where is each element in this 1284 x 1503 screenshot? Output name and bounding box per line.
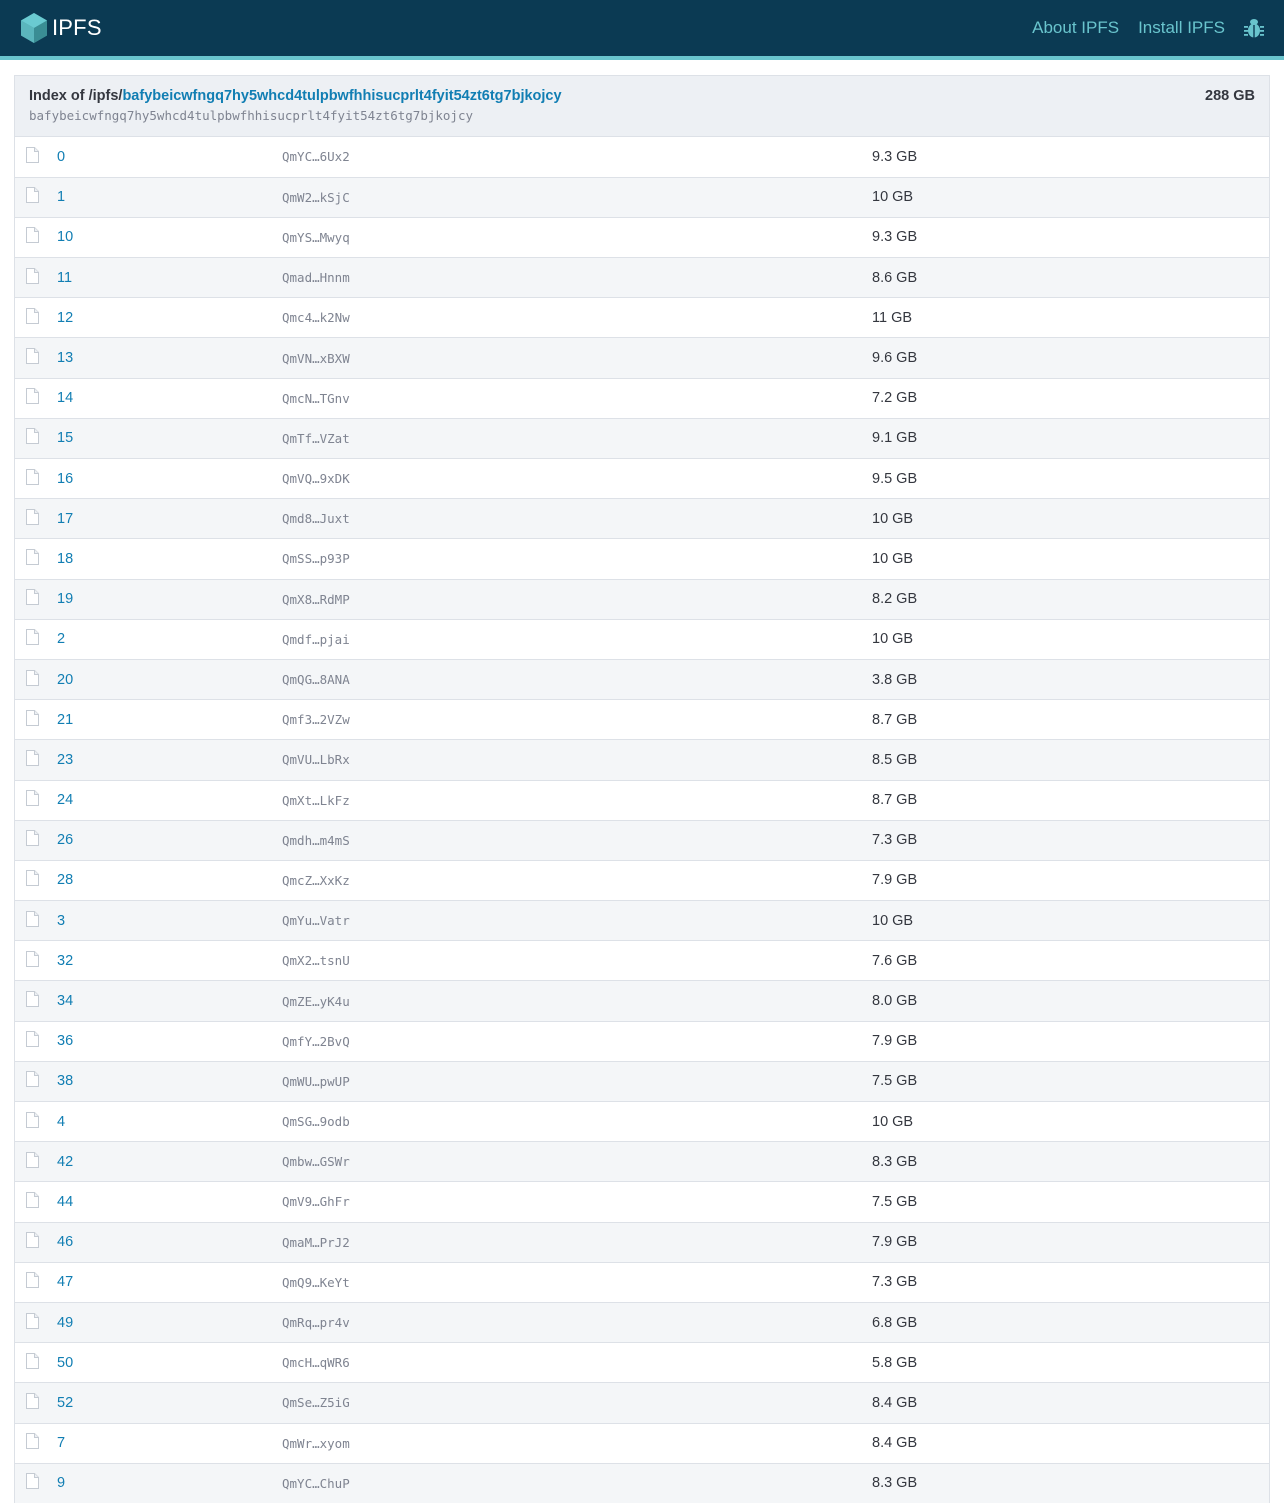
file-size: 8.3 GB — [872, 1153, 918, 1170]
file-icon — [26, 509, 39, 525]
file-name-link[interactable]: 21 — [57, 711, 74, 728]
file-icon-cell — [15, 217, 57, 257]
file-size: 8.7 GB — [872, 711, 918, 728]
file-size: 7.2 GB — [872, 390, 918, 407]
file-icon-cell — [15, 338, 57, 378]
file-hash[interactable]: Qmad…Hnnm — [282, 270, 350, 286]
file-size: 7.6 GB — [872, 952, 918, 969]
file-size: 8.4 GB — [872, 1394, 918, 1411]
top-bar — [0, 0, 1284, 60]
file-icon — [26, 991, 39, 1007]
file-icon-cell — [15, 1383, 57, 1423]
table-row — [15, 1262, 1269, 1302]
file-name-link[interactable]: 2 — [57, 631, 66, 648]
file-icon-cell — [15, 1222, 57, 1262]
brand-name: IPFS — [52, 15, 102, 40]
file-icon-cell — [15, 1142, 57, 1182]
file-name-link[interactable]: 9 — [57, 1475, 66, 1492]
table-row — [15, 619, 1269, 659]
file-size: 10 GB — [872, 510, 914, 527]
file-size: 9.1 GB — [872, 430, 918, 447]
file-size: 8.4 GB — [872, 1435, 918, 1452]
table-row — [15, 1142, 1269, 1182]
table-row — [15, 700, 1269, 740]
file-icon-cell — [15, 1302, 57, 1342]
file-size: 11 GB — [872, 309, 913, 326]
bug-icon[interactable] — [1244, 17, 1264, 39]
file-name-link[interactable]: 46 — [57, 1234, 74, 1251]
file-size: 6.8 GB — [872, 1314, 918, 1331]
file-name-link[interactable]: 0 — [57, 148, 66, 165]
file-size: 7.3 GB — [872, 832, 918, 849]
file-icon — [26, 589, 39, 605]
file-size: 7.9 GB — [872, 872, 918, 889]
file-hash[interactable]: QmX2…tsnU — [282, 953, 350, 969]
file-name-link[interactable]: 14 — [57, 390, 74, 407]
file-icon — [26, 388, 39, 404]
file-icon-cell — [15, 619, 57, 659]
file-name-link[interactable]: 50 — [57, 1354, 74, 1371]
file-icon-cell — [15, 1021, 57, 1061]
file-size: 9.3 GB — [872, 148, 918, 165]
file-hash[interactable]: Qmdh…m4mS — [282, 832, 350, 848]
file-hash[interactable]: QmW2…kSjC — [282, 189, 350, 205]
file-size: 8.3 GB — [872, 1475, 918, 1492]
file-icon-cell — [15, 780, 57, 820]
file-name-link[interactable]: 32 — [57, 952, 74, 969]
file-hash[interactable]: QmX8…RdMP — [282, 591, 350, 607]
table-row — [15, 1423, 1269, 1463]
table-row — [15, 1021, 1269, 1061]
file-hash[interactable]: QmYC…6Ux2 — [282, 149, 350, 165]
file-icon — [26, 1112, 39, 1128]
file-icon — [26, 549, 39, 565]
file-icon-cell — [15, 740, 57, 780]
file-name-link[interactable]: 34 — [57, 993, 74, 1010]
file-hash[interactable]: QmYS…Mwyq — [282, 229, 350, 245]
table-row — [15, 1383, 1269, 1423]
directory-listing — [14, 75, 1270, 1503]
file-icon-cell — [15, 418, 57, 458]
file-icon-cell — [15, 258, 57, 298]
file-icon — [26, 790, 39, 806]
file-name-link[interactable]: 19 — [57, 591, 74, 608]
file-size: 8.2 GB — [872, 591, 918, 608]
file-hash[interactable]: QmSe…Z5iG — [282, 1395, 350, 1411]
file-name-link[interactable]: 23 — [57, 751, 74, 768]
file-icon-cell — [15, 700, 57, 740]
file-icon-cell — [15, 941, 57, 981]
table-row — [15, 137, 1269, 177]
file-name-link[interactable]: 28 — [57, 872, 74, 889]
file-table — [15, 137, 1269, 1503]
file-hash[interactable]: QmQG…8ANA — [282, 672, 350, 688]
brand[interactable] — [20, 12, 102, 44]
table-row — [15, 499, 1269, 539]
file-hash[interactable]: QmTf…VZat — [282, 430, 350, 446]
table-row — [15, 378, 1269, 418]
file-hash[interactable]: Qmd8…Juxt — [282, 511, 350, 527]
file-size: 9.3 GB — [872, 229, 918, 246]
file-name-link[interactable]: 3 — [57, 912, 66, 929]
file-icon-cell — [15, 177, 57, 217]
table-row — [15, 338, 1269, 378]
table-row — [15, 901, 1269, 941]
file-size: 10 GB — [872, 189, 914, 206]
file-icon — [26, 1393, 39, 1409]
file-icon — [26, 1313, 39, 1329]
file-hash[interactable]: QmVU…LbRx — [282, 752, 350, 768]
file-icon-cell — [15, 1463, 57, 1503]
file-icon — [26, 308, 39, 324]
file-size: 7.5 GB — [872, 1073, 918, 1090]
file-size: 10 GB — [872, 550, 914, 567]
file-name-link[interactable]: 52 — [57, 1394, 74, 1411]
table-row — [15, 258, 1269, 298]
file-name-link[interactable]: 20 — [57, 671, 74, 688]
index-header — [15, 76, 1269, 137]
index-total-size: 288 GB — [1205, 88, 1255, 104]
file-icon — [26, 1232, 39, 1248]
file-hash[interactable]: QmRq…pr4v — [282, 1315, 350, 1331]
file-icon-cell — [15, 499, 57, 539]
file-icon — [26, 469, 39, 485]
file-size: 9.6 GB — [872, 350, 918, 367]
file-icon — [26, 911, 39, 927]
file-hash[interactable]: QmSG…9odb — [282, 1114, 350, 1130]
file-icon — [26, 830, 39, 846]
file-size: 7.5 GB — [872, 1193, 918, 1210]
table-row — [15, 459, 1269, 499]
file-name-link[interactable]: 17 — [57, 510, 74, 527]
file-name-link[interactable]: 24 — [57, 792, 74, 809]
file-hash[interactable]: QmWr…xyom — [282, 1435, 350, 1451]
file-icon-cell — [15, 1343, 57, 1383]
file-icon — [26, 1473, 39, 1489]
file-icon — [26, 1071, 39, 1087]
file-icon — [26, 710, 39, 726]
table-row — [15, 298, 1269, 338]
index-prefix: Index of /ipfs/ — [29, 88, 123, 104]
file-hash[interactable]: QmcH…qWR6 — [282, 1355, 350, 1371]
file-icon-cell — [15, 459, 57, 499]
table-row — [15, 1222, 1269, 1262]
about-ipfs-link[interactable]: About IPFS — [1032, 18, 1120, 37]
file-icon — [26, 1272, 39, 1288]
file-icon-cell — [15, 1102, 57, 1142]
file-icon — [26, 1152, 39, 1168]
table-row — [15, 1343, 1269, 1383]
file-hash[interactable]: Qmdf…pjai — [282, 631, 350, 647]
file-hash[interactable]: QmV9…GhFr — [282, 1194, 350, 1210]
file-hash[interactable]: QmWU…pwUP — [282, 1073, 350, 1089]
file-hash[interactable]: QmcN…TGnv — [282, 390, 350, 406]
file-name-link[interactable]: 1 — [57, 189, 66, 206]
file-icon-cell — [15, 659, 57, 699]
file-icon — [26, 670, 39, 686]
file-icon-cell — [15, 579, 57, 619]
file-size: 7.9 GB — [872, 1234, 918, 1251]
file-name-link[interactable]: 18 — [57, 550, 74, 567]
file-hash[interactable]: Qmbw…GSWr — [282, 1154, 350, 1170]
file-hash[interactable]: QmaM…PrJ2 — [282, 1234, 350, 1250]
file-name-link[interactable]: 10 — [57, 229, 74, 246]
file-hash[interactable]: QmXt…LkFz — [282, 792, 350, 808]
index-cid: bafybeicwfngq7hy5whcd4tulpbwfhhisucprlt4fyit54zt6tg7bjkojcy — [29, 108, 474, 123]
file-icon-cell — [15, 1423, 57, 1463]
file-icon — [26, 1192, 39, 1208]
file-icon — [26, 147, 39, 163]
file-name-link[interactable]: 13 — [57, 350, 74, 367]
file-hash[interactable]: QmYu…Vatr — [282, 913, 350, 929]
file-hash[interactable]: QmSS…p93P — [282, 551, 350, 567]
file-icon-cell — [15, 820, 57, 860]
file-name-link[interactable]: 26 — [57, 832, 74, 849]
file-size: 3.8 GB — [872, 671, 918, 688]
file-size: 8.6 GB — [872, 269, 918, 286]
file-icon-cell — [15, 1061, 57, 1101]
file-name-link[interactable]: 16 — [57, 470, 74, 487]
table-row — [15, 981, 1269, 1021]
file-name-link[interactable]: 12 — [57, 309, 74, 326]
table-row — [15, 1182, 1269, 1222]
table-row — [15, 579, 1269, 619]
file-icon — [26, 1353, 39, 1369]
file-name-link[interactable]: 15 — [57, 430, 74, 447]
file-hash[interactable]: QmVQ…9xDK — [282, 471, 350, 487]
file-name-link[interactable]: 38 — [57, 1073, 74, 1090]
top-nav — [1032, 17, 1264, 39]
ipfs-logo-icon — [20, 12, 48, 44]
table-row — [15, 1302, 1269, 1342]
file-size: 7.9 GB — [872, 1033, 918, 1050]
file-icon — [26, 870, 39, 886]
file-icon-cell — [15, 901, 57, 941]
table-row — [15, 1061, 1269, 1101]
file-name-link[interactable]: 42 — [57, 1153, 74, 1170]
file-hash[interactable]: QmcZ…XxKz — [282, 872, 350, 888]
file-size: 10 GB — [872, 1113, 914, 1130]
file-hash[interactable]: QmQ9…KeYt — [282, 1274, 350, 1290]
file-name-link[interactable]: 36 — [57, 1033, 74, 1050]
table-row — [15, 1463, 1269, 1503]
file-icon — [26, 1433, 39, 1449]
table-row — [15, 418, 1269, 458]
file-hash[interactable]: Qmf3…2VZw — [282, 712, 350, 728]
file-icon-cell — [15, 1182, 57, 1222]
file-icon — [26, 428, 39, 444]
file-name-link[interactable]: 7 — [57, 1435, 66, 1452]
file-icon — [26, 227, 39, 243]
table-row — [15, 217, 1269, 257]
table-row — [15, 860, 1269, 900]
file-name-link[interactable]: 47 — [57, 1274, 74, 1291]
file-icon-cell — [15, 981, 57, 1021]
file-icon — [26, 268, 39, 284]
file-name-link[interactable]: 4 — [57, 1113, 66, 1130]
table-row — [15, 177, 1269, 217]
table-row — [15, 780, 1269, 820]
file-icon-cell — [15, 860, 57, 900]
file-hash[interactable]: QmZE…yK4u — [282, 993, 350, 1009]
table-row — [15, 1102, 1269, 1142]
file-icon — [26, 187, 39, 203]
file-icon-cell — [15, 137, 57, 177]
table-row — [15, 941, 1269, 981]
file-icon — [26, 750, 39, 766]
file-size: 7.3 GB — [872, 1274, 918, 1291]
file-hash[interactable]: QmVN…xBXW — [282, 350, 350, 366]
file-icon-cell — [15, 1262, 57, 1302]
table-row — [15, 820, 1269, 860]
index-title — [29, 88, 1255, 104]
file-hash[interactable]: Qmc4…k2Nw — [282, 310, 350, 326]
install-ipfs-link[interactable]: Install IPFS — [1138, 18, 1225, 37]
table-row — [15, 539, 1269, 579]
file-icon-cell — [15, 298, 57, 338]
file-icon — [26, 951, 39, 967]
file-size: 10 GB — [872, 631, 914, 648]
file-name-link[interactable]: 49 — [57, 1314, 74, 1331]
file-name-link[interactable]: 44 — [57, 1193, 74, 1210]
file-size: 8.0 GB — [872, 993, 918, 1010]
table-row — [15, 740, 1269, 780]
file-size: 9.5 GB — [872, 470, 918, 487]
file-icon — [26, 1031, 39, 1047]
file-icon-cell — [15, 378, 57, 418]
index-cid-link[interactable]: bafybeicwfngq7hy5whcd4tulpbwfhhisucprlt4fyit54zt6tg7bjkojcy — [122, 88, 562, 104]
file-icon — [26, 348, 39, 364]
file-icon-cell — [15, 539, 57, 579]
file-hash[interactable]: QmYC…ChuP — [282, 1475, 350, 1491]
file-size: 8.5 GB — [872, 751, 918, 768]
file-size: 10 GB — [872, 912, 914, 929]
file-name-link[interactable]: 11 — [57, 269, 73, 286]
table-row — [15, 659, 1269, 699]
file-size: 5.8 GB — [872, 1354, 918, 1371]
file-size: 8.7 GB — [872, 792, 918, 809]
file-hash[interactable]: QmfY…2BvQ — [282, 1033, 350, 1049]
file-icon — [26, 629, 39, 645]
